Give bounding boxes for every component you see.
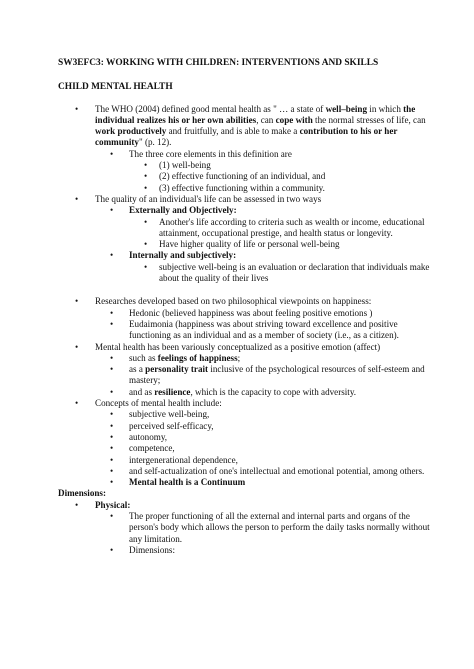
- bullet-icon: •: [144, 160, 148, 171]
- list-item: [58, 545, 434, 556]
- text: (1) well-being: [159, 160, 211, 171]
- bullet-icon: •: [144, 182, 148, 193]
- text: " (p. 12).: [138, 137, 172, 148]
- list-item: [58, 239, 434, 250]
- bullet-icon: •: [144, 216, 148, 227]
- section-title: CHILD MENTAL HEALTH: [58, 82, 173, 93]
- bullet-icon: •: [110, 544, 114, 555]
- list-item: [58, 364, 434, 387]
- text: subjective well-being,: [129, 409, 210, 420]
- text: subjective well-being is an evaluation or declaration that individuals make about the quality of their lives: [159, 261, 430, 284]
- list-item: [58, 250, 434, 261]
- bold-text: personality trait: [145, 364, 209, 375]
- text: Concepts of mental health include:: [95, 398, 222, 409]
- list-item: [58, 387, 434, 398]
- list-item: [58, 183, 434, 194]
- list-item: [58, 342, 434, 353]
- bold-text: Mental health is a Continuum: [129, 477, 246, 488]
- list-item: [58, 455, 434, 466]
- bullet-icon: •: [110, 205, 114, 216]
- text: perceived self-efficacy,: [129, 420, 214, 431]
- list-item: [58, 353, 434, 364]
- text: as a: [129, 364, 146, 375]
- text: The WHO (2004) defined good mental health as " … a state of: [95, 103, 326, 114]
- bullet-icon: •: [75, 296, 79, 307]
- list-item: [58, 160, 434, 171]
- list-item: [58, 296, 434, 307]
- bullet-icon: •: [110, 431, 114, 442]
- bullet-icon: •: [144, 239, 148, 250]
- bullet-icon: •: [110, 318, 114, 329]
- bullet-icon: •: [75, 193, 79, 204]
- bold-text: resilience: [154, 386, 191, 397]
- bold-text: Physical:: [95, 499, 131, 510]
- text: in which: [367, 103, 404, 114]
- text: Eudaimonia (happiness was about striving toward excellence and positive functioning as an individual and as a member of society (i.e., as a citizen).: [129, 318, 399, 341]
- list-item: [58, 421, 434, 432]
- text: The proper functioning of all the external and internal parts and organs of the person's body which allows the person to perform the daily tasks normally without any limitation.: [129, 510, 430, 544]
- list-item: [58, 466, 434, 477]
- bullet-icon: •: [110, 148, 114, 159]
- text: and as: [129, 386, 155, 397]
- list-item: [58, 194, 434, 205]
- text: , can: [256, 114, 276, 125]
- bullet-icon: •: [110, 352, 114, 363]
- bold-text: Externally and Objectively:: [129, 205, 237, 216]
- text: intergenerational dependence,: [129, 454, 238, 465]
- spacer: [58, 284, 434, 296]
- text: Researches developed based on two philosophical viewpoints on happiness:: [95, 296, 372, 307]
- list-item: [58, 443, 434, 454]
- list-item: [58, 500, 434, 511]
- bullet-icon: •: [110, 409, 114, 420]
- bullet-icon: •: [110, 443, 114, 454]
- text: Hedonic (believed happiness was about feeling positive emotions ): [129, 307, 373, 318]
- text: and self-actualization of one's intellectual and emotional potential, among others.: [129, 465, 425, 476]
- list-item: [58, 205, 434, 216]
- list-item: [58, 398, 434, 409]
- bullet-icon: •: [75, 499, 79, 510]
- bullet-icon: •: [110, 307, 114, 318]
- text: competence,: [129, 443, 175, 454]
- text: The quality of an individual's life can be assessed in two ways: [95, 193, 322, 204]
- text: and fruitfully, and is able to make a: [166, 126, 300, 137]
- bullet-icon: •: [75, 398, 79, 409]
- bullet-icon: •: [110, 465, 114, 476]
- text: (2) effective functioning of an individual, and: [159, 171, 326, 182]
- text: autonomy,: [129, 431, 168, 442]
- bold-text: cope with: [275, 114, 313, 125]
- bullet-icon: •: [110, 420, 114, 431]
- bold-text: feelings of happiness: [157, 352, 238, 363]
- bullet-icon: •: [110, 477, 114, 488]
- list-item: [58, 262, 434, 285]
- list-item: [58, 308, 434, 319]
- text: Dimensions:: [129, 544, 175, 555]
- text: (3) effective functioning within a community.: [159, 182, 325, 193]
- text: , which is the capacity to cope with adversity.: [190, 386, 357, 397]
- bullet-icon: •: [75, 103, 79, 114]
- bold-text: Internally and subjectively:: [129, 250, 237, 261]
- text: such as: [129, 352, 158, 363]
- list-item: [58, 319, 434, 342]
- bullet-icon: •: [110, 454, 114, 465]
- bullet-icon: •: [110, 250, 114, 261]
- list-item: [58, 409, 434, 420]
- bold-text: well–being: [325, 103, 368, 114]
- text: ;: [237, 352, 241, 363]
- bullet-icon: •: [110, 510, 114, 521]
- bullet-icon: •: [75, 341, 79, 352]
- bullet-icon: •: [110, 364, 114, 375]
- bold-text: work productively: [95, 126, 167, 137]
- list-item: [58, 171, 434, 182]
- text: inclusive of the psychological resources of self-esteem and mastery;: [129, 364, 425, 386]
- subheading: [58, 488, 434, 499]
- course-title: SW3EFC3: WORKING WITH CHILDREN: INTERVENTIONS AND SKILLS: [58, 58, 379, 68]
- text: The three core elements in this definition are: [129, 148, 292, 159]
- bold-text: contribution to his or her community: [95, 126, 398, 148]
- list-item: [58, 477, 434, 488]
- bullet-icon: •: [144, 171, 148, 182]
- bullet-icon: •: [110, 386, 114, 397]
- list-item: [58, 511, 434, 545]
- document-body: [58, 104, 434, 557]
- bold-text: the individual realizes his or her own abilities: [95, 103, 416, 125]
- bold-text: Dimensions:: [58, 488, 106, 499]
- bullet-icon: •: [144, 261, 148, 272]
- list-item: [58, 217, 434, 240]
- text: Have higher quality of life or personal well-being: [159, 239, 340, 250]
- list-item: [58, 149, 434, 160]
- list-item: [58, 432, 434, 443]
- text: Mental health has been variously conceptualized as a positive emotion (affect): [95, 341, 381, 352]
- list-item: [58, 104, 434, 149]
- text: the normal stresses of life, can: [312, 114, 426, 125]
- text: Another's life according to criteria such as wealth or income, educational attainment, occupational prestige, and health status or longevity.: [159, 216, 425, 238]
